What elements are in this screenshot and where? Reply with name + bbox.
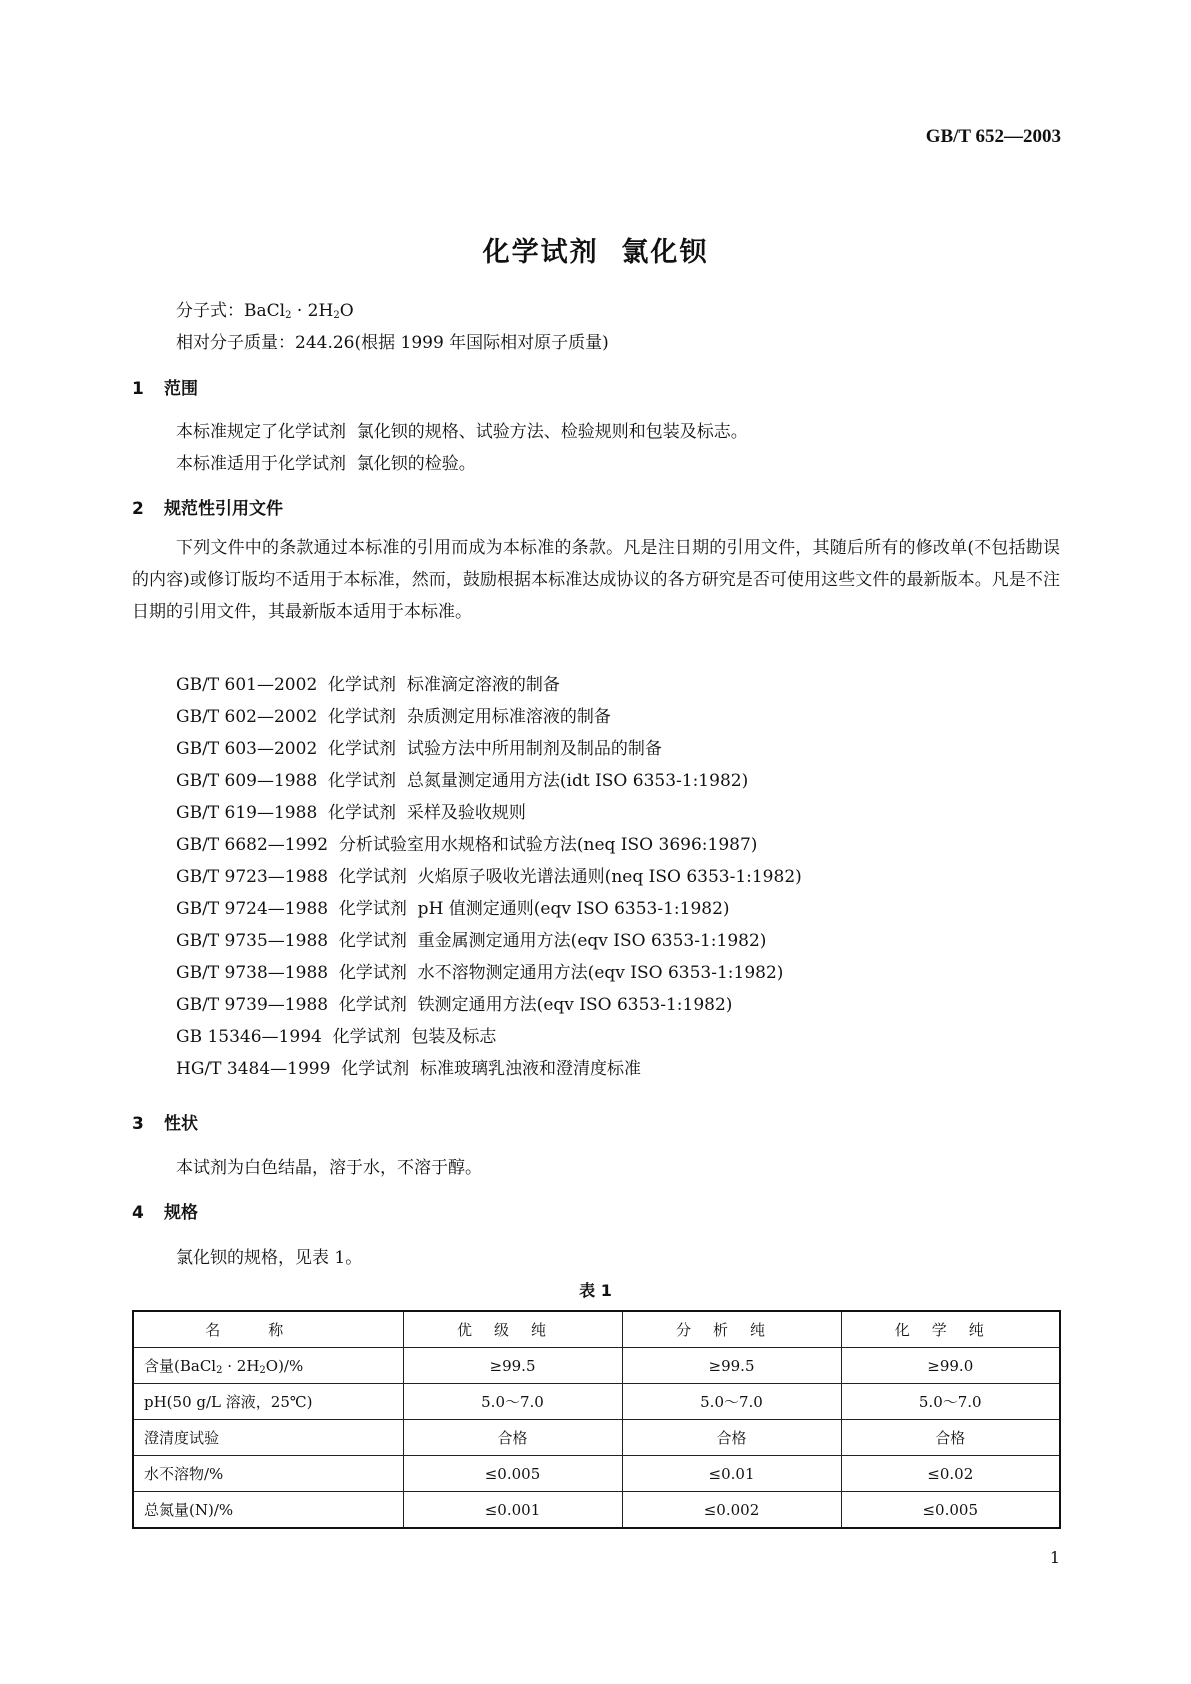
table-cell: 合格 bbox=[403, 1420, 622, 1456]
page-number: 1 bbox=[1049, 1548, 1060, 1567]
formula-part: BaCl bbox=[244, 301, 286, 321]
row-name: 澄清度试验 bbox=[133, 1420, 403, 1456]
table-row bbox=[133, 1348, 1060, 1384]
table-cell: 5.0～7.0 bbox=[622, 1384, 841, 1420]
section-number: 3 bbox=[132, 1114, 144, 1134]
table-cell: ≤0.02 bbox=[841, 1456, 1060, 1492]
formula-part: O bbox=[339, 301, 354, 321]
table-cell: ≤0.005 bbox=[403, 1456, 622, 1492]
table-row bbox=[133, 1384, 1060, 1420]
properties-paragraph: 本试剂为白色结晶，溶于水，不溶于醇。 bbox=[176, 1158, 482, 1178]
section-heading-scope bbox=[132, 374, 198, 399]
table-row bbox=[133, 1420, 1060, 1456]
table-cell: ≥99.5 bbox=[622, 1348, 841, 1384]
reference-item: GB/T 619—1988 化学试剂 采样及验收规则 bbox=[176, 803, 526, 823]
row-name-part: O)/% bbox=[265, 1357, 304, 1375]
specification-paragraph: 氯化钡的规格，见表 1。 bbox=[176, 1248, 363, 1268]
reference-item: GB/T 609—1988 化学试剂 总氮量测定通用方法(idt ISO 6353-1:1982) bbox=[176, 771, 749, 791]
table-header: 名称 bbox=[133, 1311, 403, 1348]
reference-item: GB/T 9723—1988 化学试剂 火焰原子吸收光谱法通则(neq ISO 6353-1:1982) bbox=[176, 867, 802, 887]
table-cell: 合格 bbox=[841, 1420, 1060, 1456]
reference-item: GB/T 601—2002 化学试剂 标准滴定溶液的制备 bbox=[176, 675, 560, 695]
table-cell: 合格 bbox=[622, 1420, 841, 1456]
reference-item: GB/T 603—2002 化学试剂 试验方法中所用制剂及制品的制备 bbox=[176, 739, 662, 759]
table-cell: ≤0.002 bbox=[622, 1492, 841, 1529]
section-title: 规格 bbox=[164, 1203, 198, 1223]
formula-subscript: 2 bbox=[285, 310, 292, 321]
reference-item: GB/T 602—2002 化学试剂 杂质测定用标准溶液的制备 bbox=[176, 707, 611, 727]
section-number: 1 bbox=[132, 379, 144, 399]
row-name-part: · 2H bbox=[222, 1357, 260, 1375]
scope-paragraph: 本标准适用于化学试剂 氯化钡的检验。 bbox=[176, 454, 476, 474]
reference-item: GB 15346—1994 化学试剂 包装及标志 bbox=[176, 1027, 497, 1047]
scope-paragraph: 本标准规定了化学试剂 氯化钡的规格、试验方法、检验规则和包装及标志。 bbox=[176, 422, 748, 442]
reference-item: GB/T 6682—1992 分析试验室用水规格和试验方法(neq ISO 3696:1987) bbox=[176, 835, 758, 855]
references-intro: 下列文件中的条款通过本标准的引用而成为本标准的条款。凡是注日期的引用文件，其随后所有的修改单(不包括勘误的内容)或修订版均不适用于本标准，然而，鼓励根据本标准达成协议的各方研究是否可使用这些文件的最新版本。凡是不注日期的引用文件，其最新版本适用于本标准。 bbox=[132, 538, 1060, 622]
molecular-formula bbox=[176, 296, 354, 321]
row-name: 总氮量(N)/% bbox=[133, 1492, 403, 1529]
table-header: 优级纯 bbox=[403, 1311, 622, 1348]
row-name bbox=[133, 1348, 403, 1384]
section-heading-specification bbox=[132, 1198, 198, 1223]
formula-subscript: 2 bbox=[333, 310, 340, 321]
row-name-subscript: 2 bbox=[216, 1365, 223, 1376]
table-header: 分析纯 bbox=[622, 1311, 841, 1348]
formula-part: · 2H bbox=[291, 301, 334, 321]
row-name: pH(50 g/L 溶液，25℃) bbox=[133, 1384, 403, 1420]
section-number: 2 bbox=[132, 499, 144, 519]
row-name: 水不溶物/% bbox=[133, 1456, 403, 1492]
table-cell: ≤0.001 bbox=[403, 1492, 622, 1529]
section-title: 范围 bbox=[164, 379, 198, 399]
specification-table bbox=[132, 1310, 1061, 1529]
section-heading-properties bbox=[132, 1109, 198, 1134]
table-cell: ≥99.5 bbox=[403, 1348, 622, 1384]
reference-item: HG/T 3484—1999 化学试剂 标准玻璃乳浊液和澄清度标准 bbox=[176, 1059, 642, 1079]
reference-item: GB/T 9739—1988 化学试剂 铁测定通用方法(eqv ISO 6353-1:1982) bbox=[176, 995, 733, 1015]
table-row bbox=[133, 1492, 1060, 1529]
reference-item: GB/T 9724—1988 化学试剂 pH 值测定通则(eqv ISO 6353-1:1982) bbox=[176, 899, 730, 919]
document-title: 化学试剂 氯化钡 bbox=[482, 237, 709, 268]
molecular-mass: 相对分子质量：244.26(根据 1999 年国际相对原子质量) bbox=[176, 333, 609, 353]
reference-item: GB/T 9738—1988 化学试剂 水不溶物测定通用方法(eqv ISO 6353-1:1982) bbox=[176, 963, 784, 983]
row-name-subscript: 2 bbox=[259, 1365, 266, 1376]
table-cell: ≤0.01 bbox=[622, 1456, 841, 1492]
section-number: 4 bbox=[132, 1203, 144, 1223]
formula-label: 分子式： bbox=[176, 301, 244, 321]
reference-item: GB/T 9735—1988 化学试剂 重金属测定通用方法(eqv ISO 6353-1:1982) bbox=[176, 931, 767, 951]
reference-list bbox=[176, 669, 802, 1085]
table-cell: ≥99.0 bbox=[841, 1348, 1060, 1384]
table-header: 化学纯 bbox=[841, 1311, 1060, 1348]
row-name-part: 含量(BaCl bbox=[144, 1357, 217, 1375]
table-cell: ≤0.005 bbox=[841, 1492, 1060, 1529]
section-title: 规范性引用文件 bbox=[164, 499, 283, 519]
section-title: 性状 bbox=[164, 1114, 198, 1134]
table-row bbox=[133, 1456, 1060, 1492]
table-cell: 5.0～7.0 bbox=[403, 1384, 622, 1420]
section-heading-references bbox=[132, 494, 283, 519]
table-caption: 表 1 bbox=[579, 1281, 612, 1300]
standard-code: GB/T 652—2003 bbox=[925, 126, 1061, 147]
table-header-row bbox=[133, 1311, 1060, 1348]
table-cell: 5.0～7.0 bbox=[841, 1384, 1060, 1420]
